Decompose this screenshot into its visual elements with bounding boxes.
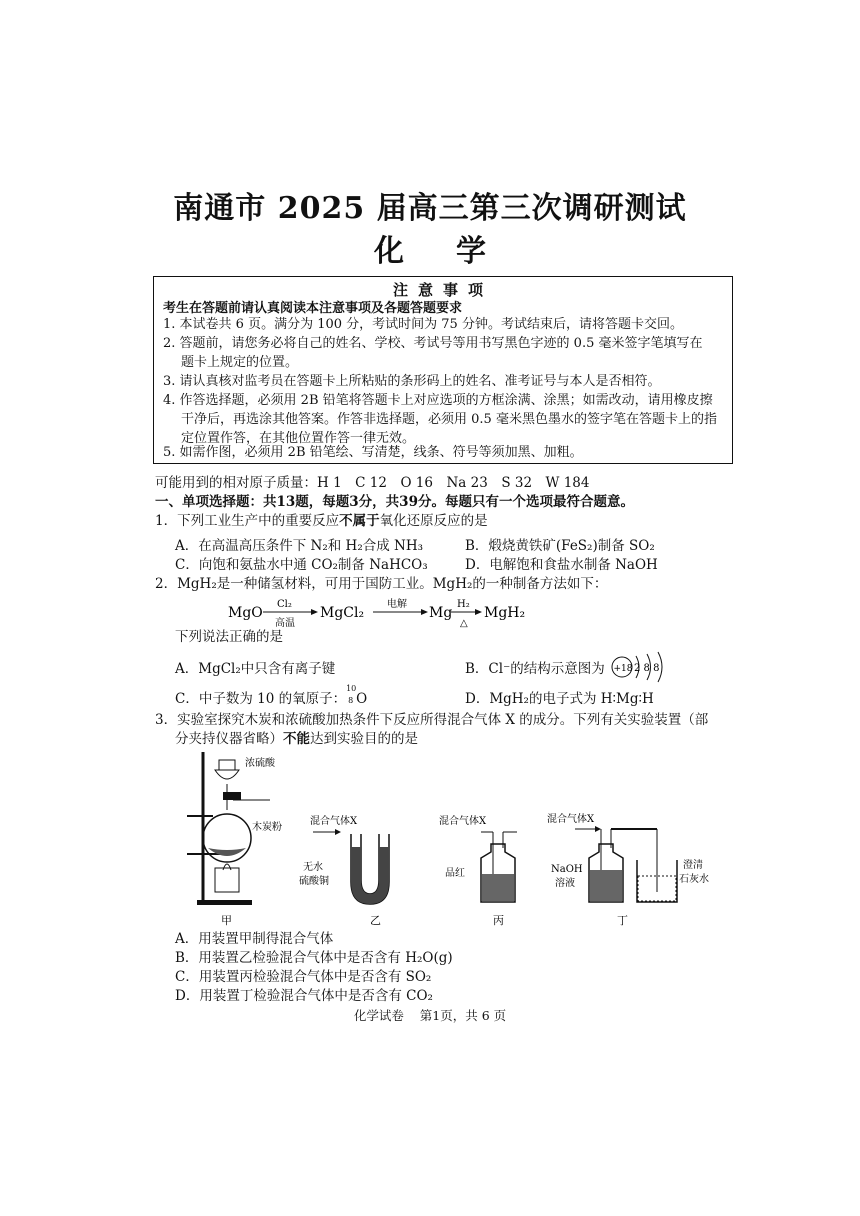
apparatus-ding — [547, 812, 709, 927]
q1-option-c: C．向饱和氨盐水中通 CO₂制备 NaHCO₃ — [175, 557, 428, 573]
exam-title: 南通市 2025 届高三第三次调研测试 — [173, 191, 687, 226]
alcohol-lamp — [215, 868, 239, 892]
scheme-reagent: Cl₂ — [277, 599, 292, 610]
q2-option-d: D．MgH₂的电子式为 H∶Mg∶H — [465, 691, 654, 707]
q3-stem-line2 — [175, 730, 418, 749]
atomic-masses: 可能用到的相对原子质量：H 1 C 12 O 16 Na 23 S 32 W 184 — [155, 475, 590, 491]
scheme-arrowhead — [311, 609, 318, 615]
notice-item-5: 5. 如需作图，必须用 2B 铅笔绘、写清楚，线条、符号等须加黑、加粗。 — [163, 445, 583, 460]
scheme-species: Mg — [429, 605, 453, 621]
q3-stem-emphasis: 不能 — [283, 731, 310, 747]
label-ding: 丁 — [617, 914, 628, 927]
scheme-condition: 高温 — [275, 618, 295, 629]
q3-stem-part: 达到实验目的的是 — [310, 731, 418, 747]
q1-stem — [155, 512, 488, 531]
label-bing: 丙 — [493, 914, 504, 927]
mass-number: 10 — [346, 684, 357, 693]
separatory-funnel — [215, 770, 239, 779]
notice-item-4: 4. 作答选择题，必须用 2B 铅笔将答题卡上对应选项的方框涂满、涂黑；如需改动，请用橡皮擦 — [163, 393, 713, 408]
footer-page: 第1页，共 6 页 — [419, 1008, 507, 1023]
apparatus-figure — [175, 752, 735, 932]
scheme-reagent: H₂ — [457, 599, 470, 610]
scheme-species: MgH₂ — [484, 605, 526, 621]
q3-option-b: B．用装置乙检验混合气体中是否含有 H₂O(g) — [175, 950, 453, 966]
notice-subheading: 考生在答题前请认真阅读本注意事项及各题答题要求 — [163, 301, 463, 316]
notice-item-2-cont: 题卡上规定的位置。 — [181, 355, 299, 370]
scheme-species: MgCl₂ — [320, 605, 365, 621]
label-gas-x: 混合气体X — [547, 814, 595, 825]
label-limewater-1: 澄清 — [683, 860, 703, 871]
notice-item-1: 1. 本试卷共 6 页。满分为 100 分，考试时间为 75 分钟。考试结束后，请将答题卡交回。 — [163, 317, 683, 332]
label-reagent-1: 无水 — [303, 862, 323, 873]
label-jia: 甲 — [221, 914, 232, 927]
q1-option-a: A．在高温高压条件下 N₂和 H₂合成 NH₃ — [175, 538, 424, 554]
flow-arrow — [335, 829, 341, 835]
label-reagent: 品红 — [445, 868, 465, 879]
nuclide-notation — [346, 684, 357, 705]
subject-title: 化学 — [374, 234, 538, 269]
section-heading: 一、单项选择题：共13题，每题3分，共39分。每题只有一个选项最符合题意。 — [155, 494, 634, 510]
q2-stem: 2．MgH₂是一种储氢材料，可用于国防工业。MgH₂的一种制备方法如下： — [155, 576, 608, 592]
u-tube-inner — [361, 834, 379, 894]
flame — [223, 864, 231, 870]
q2-question: 下列说法正确的是 — [175, 629, 283, 645]
funnel-top — [219, 760, 235, 770]
apparatus-yi — [299, 814, 389, 927]
q1-stem-emphasis: 不属于 — [339, 513, 380, 529]
reagent-liquid — [482, 874, 514, 901]
apparatus-jia — [187, 752, 282, 927]
q3-stem-line1: 3．实验室探究木炭和浓硫酸加热条件下反应所得混合气体 X 的成分。下列有关实验装置（部 — [155, 712, 709, 728]
notice-item-4-cont2: 定位置作答，在其他位置作答一律无效。 — [181, 431, 416, 446]
label-reagent-2: 溶液 — [555, 878, 575, 889]
page-footer — [0, 1006, 860, 1024]
label-acid: 浓硫酸 — [245, 758, 275, 769]
q3-stem-part: 分夹持仪器省略） — [175, 731, 283, 747]
cuso4-fill — [351, 847, 389, 904]
label-limewater-2: 石灰水 — [679, 874, 709, 885]
notice-heading: 注意事项 — [392, 281, 493, 299]
atomic-number: 8 — [348, 696, 354, 705]
q1-stem-part: 氧化还原反应的是 — [379, 513, 488, 529]
q3-option-a: A．用装置甲制得混合气体 — [175, 931, 334, 947]
electron-counts: 2 8 8 — [634, 663, 660, 674]
footer-paper: 化学试卷 — [353, 1008, 404, 1023]
flow-arrow — [595, 826, 601, 832]
scheme-arrowhead — [475, 609, 482, 615]
scheme-species: MgO — [228, 605, 263, 621]
notice-item-3: 3. 请认真核对监考员在答题卡上所粘贴的条形码上的姓名、准考证号与本人是否相符。 — [163, 374, 661, 389]
label-reagent-1: NaOH — [551, 864, 583, 875]
naoh-liquid — [590, 870, 622, 901]
q3-option-c: C．用装置丙检验混合气体中是否含有 SO₂ — [175, 969, 432, 985]
label-reagent-2: 硫酸铜 — [299, 876, 329, 887]
q2-option-b: B．Cl⁻的结构示意图为 — [465, 661, 605, 677]
q2-option-a: A．MgCl₂中只含有离子键 — [175, 661, 336, 677]
q1-option-b: B．煅烧黄铁矿(FeS₂)制备 SO₂ — [465, 538, 655, 554]
q2-option-c-text: C．中子数为 10 的氧原子： — [175, 691, 347, 707]
label-gas-x: 混合气体X — [310, 816, 358, 827]
q1-option-d: D．电解饱和食盐水制备 NaOH — [465, 557, 658, 573]
label-yi: 乙 — [370, 914, 381, 927]
scheme-condition: △ — [460, 618, 468, 629]
notice-item-2: 2. 答题前，请您务必将自己的姓名、学校、考试号等用书写黑色字迹的 0.5 毫米签字笔填写在 — [163, 336, 703, 351]
label-carbon: 木炭粉 — [252, 822, 282, 833]
label-gas-x: 混合气体X — [439, 816, 487, 827]
element-symbol: O — [356, 691, 368, 707]
notice-item-4-cont1: 干净后，再选涂其他答案。作答非选择题，必须用 0.5 毫米黑色墨水的签字笔在答题卡上的指 — [181, 412, 717, 427]
apparatus-bing — [439, 814, 517, 927]
q3-option-d: D．用装置丁检验混合气体中是否含有 CO₂ — [175, 988, 433, 1004]
nucleus-charge: +18 — [613, 664, 633, 674]
chloride-ion-diagram — [610, 648, 672, 684]
q1-stem-part: 1．下列工业生产中的重要反应 — [155, 513, 340, 529]
scheme-condition: 电解 — [387, 599, 407, 610]
scheme-arrowhead — [421, 609, 428, 615]
q2-option-c — [175, 684, 368, 709]
stopcock — [223, 792, 241, 800]
stand-base — [197, 900, 252, 905]
